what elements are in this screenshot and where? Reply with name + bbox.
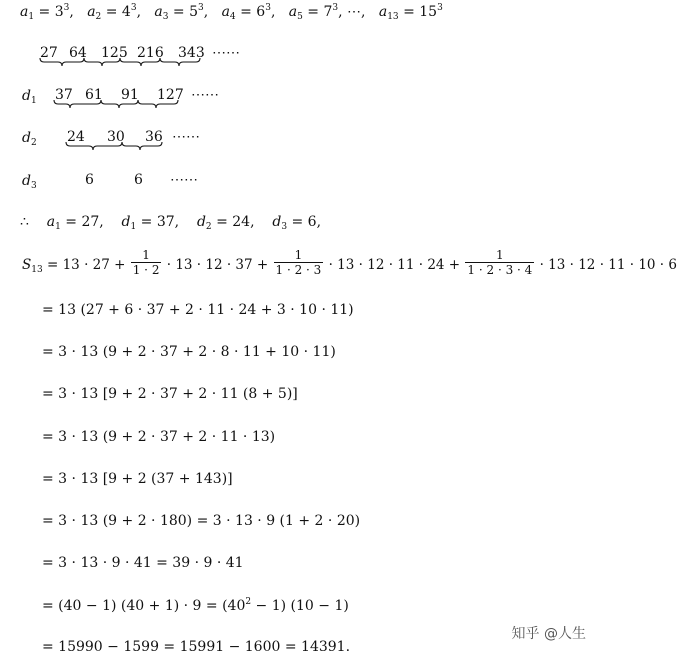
row-d1-value: 91 bbox=[121, 87, 139, 103]
row-a-value: 343 bbox=[178, 45, 205, 61]
row-d3-dots: ⋯⋯ bbox=[170, 172, 198, 188]
therefore-symbol: ∴ bbox=[20, 214, 29, 230]
step-4: = 3 · 13 (9 + 2 · 37 + 2 · 11 · 13) bbox=[42, 429, 276, 445]
row-a-value: 64 bbox=[69, 45, 87, 61]
d3-label: $d_3$ bbox=[22, 173, 37, 191]
d2-label: $d_2$ bbox=[22, 130, 37, 148]
step-1: = 13 (27 + 6 · 37 + 2 · 11 · 24 + 3 · 10 · 11) bbox=[42, 302, 354, 318]
sum-formula: $S_{13} = 13 \cdot 27$ + $\frac{1}{1 \cdot 2}$ · 13 · 12 · 37 + $\frac{1}{1 \cdot 2 \cdot 3}$ · 13 · 12 · 11 · 24 + $\frac{1}{1 \cdot 2 \cdot 3 \cdot 4}$ · 13 · 12 · 11 · 10 · 6 bbox=[22, 248, 677, 277]
row-d2-value: 30 bbox=[107, 129, 125, 145]
row-a-dots: ⋯⋯ bbox=[212, 45, 240, 61]
step-7: = 3 · 13 · 9 · 41 = 39 · 9 · 41 bbox=[42, 555, 244, 571]
a1-symbol: a bbox=[20, 4, 29, 20]
fraction-3: $\frac{1}{1 \cdot 2 \cdot 3 \cdot 4}$ bbox=[467, 248, 533, 277]
row-d2-value: 36 bbox=[145, 129, 163, 145]
sum-symbol: S bbox=[22, 257, 32, 274]
row-d3-value: 6 bbox=[134, 172, 143, 188]
row-d1-dots: ⋯⋯ bbox=[191, 87, 219, 103]
step-6: = 3 · 13 (9 + 2 · 180) = 3 · 13 · 9 (1 + 2 · 20) bbox=[42, 513, 361, 529]
d1-label: $d_1$ bbox=[22, 88, 37, 106]
step-final: = 15990 − 1599 = 15991 − 1600 = 14391. bbox=[42, 639, 351, 655]
fraction-1: $\frac{1}{1 \cdot 2}$ bbox=[132, 248, 160, 277]
step-5: = 3 · 13 [9 + 2 (37 + 143)] bbox=[42, 471, 233, 487]
row-d1-value: 37 bbox=[55, 87, 73, 103]
row-d1-value: 127 bbox=[157, 87, 184, 103]
row-a-value: 216 bbox=[137, 45, 164, 61]
sequence-definition: $a_1 = 3^3$, $a_2 = 4^3$, $a_3 = 5^3$, $a_4 = 6^3$, $a_5 = 7^3$, ⋯, $a_{13} = 15^3$ bbox=[20, 3, 443, 22]
watermark: 知乎 @人生 bbox=[511, 626, 586, 642]
row-d2-dots: ⋯⋯ bbox=[172, 129, 200, 145]
step-3: = 3 · 13 [9 + 2 · 37 + 2 · 11 (8 + 5)] bbox=[42, 386, 298, 402]
row-a-value: 125 bbox=[101, 45, 128, 61]
row-d2-underbraces bbox=[0, 0, 600, 160]
therefore-line: ∴ $a_1 = 27$, $d_1 = 37$, $d_2 = 24$, $d_3 = 6$, bbox=[20, 214, 322, 232]
step-2: = 3 · 13 (9 + 2 · 37 + 2 · 8 · 11 + 10 · 11) bbox=[42, 344, 336, 360]
step-8: = (40 − 1) $(40 + 1) \cdot 9 = (40^2 - 1) (10 - 1)$ bbox=[42, 597, 349, 614]
row-d1-value: 61 bbox=[85, 87, 103, 103]
row-d3-value: 6 bbox=[85, 172, 94, 188]
row-a-value: 27 bbox=[40, 45, 58, 61]
row-d2-value: 24 bbox=[67, 129, 85, 145]
fraction-2: $\frac{1}{1 \cdot 2 \cdot 3}$ bbox=[275, 248, 322, 277]
